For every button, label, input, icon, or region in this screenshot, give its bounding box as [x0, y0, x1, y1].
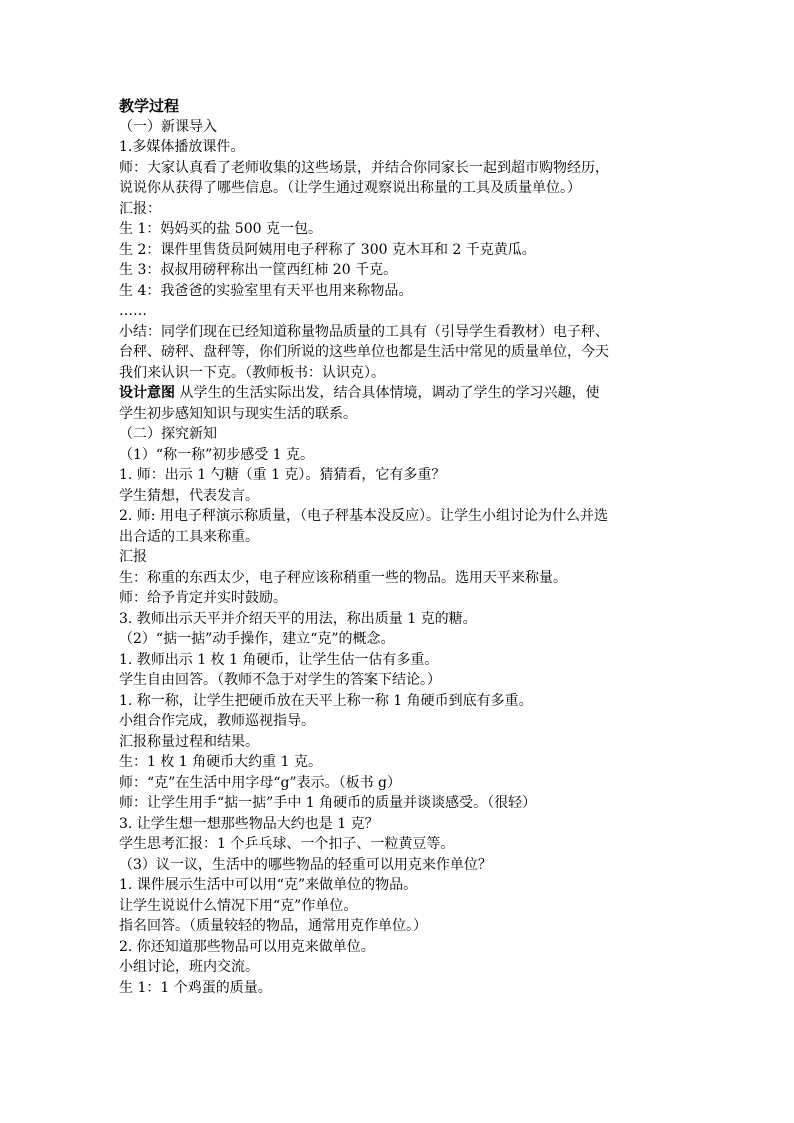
subsection-heading: （二）探究新知 — [119, 426, 217, 442]
text-line: 生：称重的东西太少，电子秤应该称稍重一些的物品。选用天平来称量。 — [119, 569, 567, 586]
text-line: （2）“掂一掂”动手操作，建立“克”的概念。 — [119, 631, 395, 647]
text-line: 师：大家认真看了老师收集的这些场景，并结合你同家长一起到超市购物经历， — [119, 159, 609, 176]
text-line: 小组讨论，班内交流。 — [119, 959, 259, 975]
text-line: 出合适的工具来称重。 — [119, 528, 259, 545]
text-line: 生 1：妈妈买的盐 500 克一包。 — [119, 221, 322, 237]
text-line: 3. 教师出示天平并介绍天平的用法，称出质量 1 克的糖。 — [119, 610, 477, 627]
document-body — [119, 96, 679, 998]
text-line: 1. 课件展示生活中可以用“克”来做单位的物品。 — [119, 877, 418, 893]
text-line: 生：1 枚 1 角硬币大约重 1 克。 — [119, 754, 322, 770]
text-line: （3）议一议，生活中的哪些物品的轻重可以用克来作单位？ — [119, 856, 492, 873]
text-line: 汇报称量过程和结果。 — [119, 733, 259, 750]
design-intent-label: 设计意图 — [119, 385, 175, 401]
text-line: 让学生说说什么情况下用“克”作单位。 — [119, 897, 358, 914]
text-line: 2. 你还知道那些物品可以用克来做单位。 — [119, 938, 375, 955]
text-line: 台秤、磅秤、盘秤等，你们所说的这些单位也都是生活中常见的质量单位，今天 — [119, 344, 609, 360]
design-intent-line — [119, 383, 679, 404]
text-line: 生 4：我爸爸的实验室里有天平也用来称物品。 — [119, 282, 413, 299]
text-line: …… — [119, 303, 147, 319]
text-line: （1）“称一称”初步感受 1 克。 — [119, 446, 315, 463]
text-line: 学生猜想，代表发言。 — [119, 487, 259, 504]
text-line: 小结：同学们现在已经知道称量物品质量的工具有（引导学生看教材）电子秤、 — [119, 323, 609, 340]
design-intent-text: 从学生的生活实际出发，结合具体情境，调动了学生的学习兴趣，使 — [179, 385, 600, 401]
text-line: 1. 称一称，让学生把硬币放在天平上称一称 1 角硬币到底有多重。 — [119, 692, 533, 709]
text-line: 2. 师: 用电子秤演示称质量，（电子秤基本没反应）。让学生小组讨论为什么并选 — [119, 508, 608, 524]
text-line: 小组合作完成，教师巡视指导。 — [119, 713, 315, 729]
subsection-heading: （一）新课导入 — [119, 118, 217, 135]
text-line: 汇报 — [119, 549, 147, 565]
text-line: 学生初步感知知识与现实生活的联系。 — [119, 405, 357, 422]
text-line: 1.多媒体播放课件。 — [119, 139, 245, 155]
text-line: 生 3：叔叔用磅秤称出一筐西红柿 20 千克。 — [119, 262, 398, 278]
text-line: 生 1：1 个鸡蛋的质量。 — [119, 979, 272, 996]
text-line: 学生自由回答。（教师不急于对学生的答案下结论。） — [119, 672, 441, 688]
text-line: 师：让学生用手“掂一掂”手中 1 角硬币的质量并谈谈感受。（很轻） — [119, 795, 537, 811]
text-line: 汇报： — [119, 200, 161, 217]
text-line: 说说你从获得了哪些信息。（让学生通过观察说出称量的工具及质量单位。） — [119, 180, 581, 196]
text-line: 3. 让学生想一想那些物品大约也是 1 克？ — [119, 815, 379, 832]
text-line: 学生思考汇报：1 个乒乓球、一个扣子、一粒黄豆等。 — [119, 836, 455, 852]
text-line: 师：给予肯定并实时鼓励。 — [119, 590, 287, 606]
section-heading: 教学过程 — [119, 97, 180, 115]
text-line: 生 2：课件里售货员阿姨用电子秤称了 300 克木耳和 2 千克黄瓜。 — [119, 241, 536, 258]
text-line: 指名回答。（质量较轻的物品，通常用克作单位。） — [119, 918, 427, 934]
text-line: 师：“克”在生活中用字母“g”表示。（板书 g） — [119, 774, 402, 791]
text-line: 1. 师：出示 1 勺糖（重 1 克）。猜猜看，它有多重？ — [119, 467, 446, 483]
text-line: 我们来认识一下克。（教师板书：认识克）。 — [119, 364, 385, 381]
text-line: 1. 教师出示 1 枚 1 角硬币，让学生估一估有多重。 — [119, 651, 439, 668]
